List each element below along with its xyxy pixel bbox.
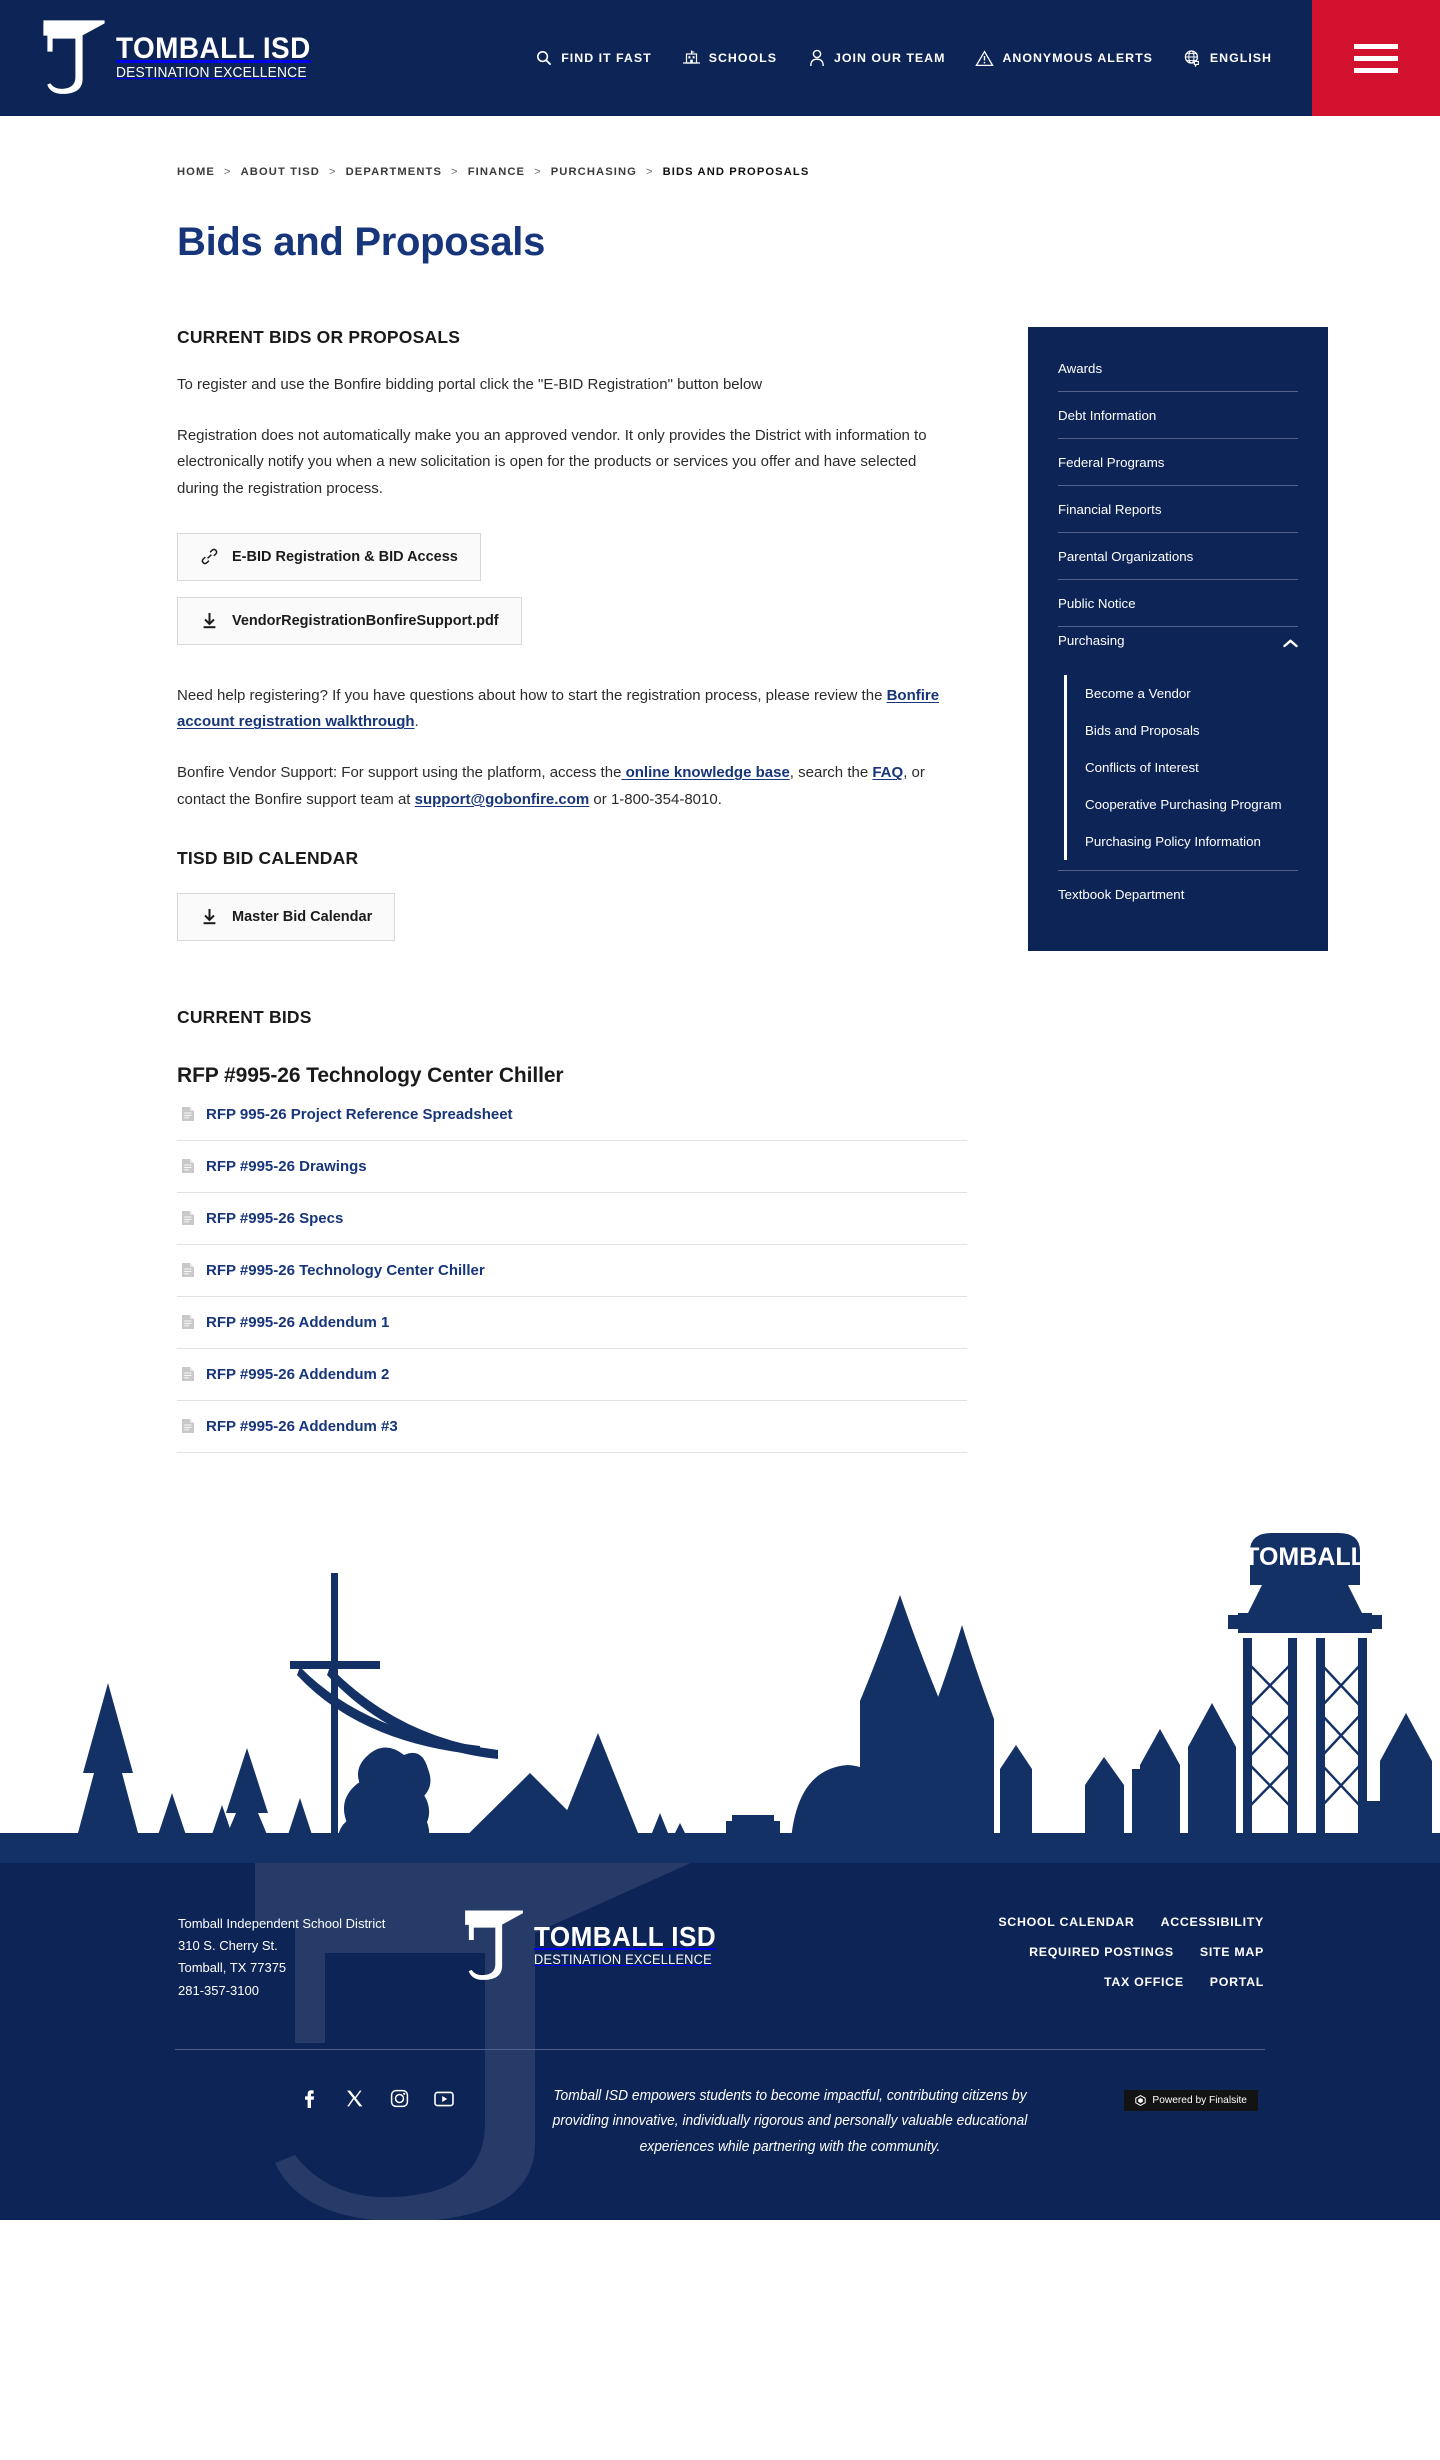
vendor-registration-pdf-button[interactable] — [177, 597, 522, 645]
nav-schools[interactable] — [682, 49, 777, 68]
breadcrumb-item-departments[interactable]: DEPARTMENTS — [345, 166, 443, 178]
sidebar-item-label: Textbook Department — [1058, 887, 1185, 902]
utility-nav — [325, 0, 1312, 116]
footer-links — [998, 1905, 1320, 2005]
button-label: Master Bid Calendar — [232, 908, 373, 925]
sidebar-item-purchasing[interactable] — [1058, 627, 1298, 663]
footer-logo-title: TOMBALL ISD — [534, 1921, 717, 1953]
address-phone: 281-357-3100 — [178, 1982, 259, 1998]
file-document-icon — [181, 1210, 195, 1226]
hamburger-bar — [1354, 44, 1398, 49]
address-line-3: Tomball, TX 77375 — [178, 1960, 287, 1976]
sidebar-item-label: Public Notice — [1058, 596, 1136, 611]
x-twitter-icon[interactable] — [343, 2088, 365, 2110]
button-label: VendorRegistrationBonfireSupport.pdf — [232, 612, 499, 629]
address-line-2: 310 S. Cherry St. — [178, 1937, 278, 1953]
powered-by-finalsite-badge[interactable] — [1124, 2090, 1258, 2111]
sidebar-item-federal-programs[interactable] — [1058, 439, 1298, 486]
paragraph-registration-disclaimer: Registration does not automatically make you an approved vendor. It only provides the District with information to electronically notify you when a new solicitation is open for the products or services you offer and have selected during the registration process. — [177, 426, 927, 498]
footer-link-portal[interactable]: PORTAL — [1209, 1974, 1264, 1989]
footer-links-row — [998, 1975, 1264, 1989]
document-row[interactable] — [177, 1245, 967, 1297]
breadcrumb-item-purchasing[interactable]: PURCHASING — [550, 166, 637, 178]
finalsite-label: Powered by Finalsite — [1152, 2094, 1247, 2106]
footer-link-tax-office[interactable]: TAX OFFICE — [1104, 1974, 1184, 1989]
site-footer — [0, 1863, 1440, 2221]
sidebar-panel — [1028, 327, 1328, 951]
sidebar-item-parental-organizations[interactable] — [1058, 533, 1298, 580]
sidebar-item-label: Purchasing — [1058, 633, 1125, 648]
button-label: E-BID Registration & BID Access — [232, 548, 458, 565]
breadcrumb-separator: > — [223, 166, 232, 178]
breadcrumb-item-about-tisd[interactable]: ABOUT TISD — [240, 166, 320, 178]
need-help-text-b: . — [414, 713, 419, 731]
nav-label: ENGLISH — [1209, 51, 1272, 65]
master-bid-calendar-button[interactable] — [177, 893, 395, 941]
search-icon — [534, 49, 553, 68]
nav-label: JOIN OUR TEAM — [834, 51, 946, 65]
footer-link-required-postings[interactable]: REQUIRED POSTINGS — [1029, 1944, 1174, 1959]
finalsite-logo-icon — [1135, 2095, 1146, 2106]
nav-label: ANONYMOUS ALERTS — [1002, 51, 1153, 65]
file-document-icon — [181, 1314, 195, 1330]
sidebar-subitem-purchasing-policy-information[interactable]: Purchasing Policy Information — [1085, 834, 1261, 849]
globe-icon — [1183, 49, 1202, 68]
footer-address-block — [120, 1905, 450, 2002]
vendor-support-text-d: or 1-800-354-8010. — [589, 790, 722, 808]
sidebar-item-financial-reports[interactable] — [1058, 486, 1298, 533]
sidebar-sublist-purchasing — [1064, 675, 1298, 860]
main-content — [177, 327, 967, 1453]
document-link[interactable]: RFP #995-26 Specs — [206, 1209, 344, 1227]
document-link[interactable]: RFP #995-26 Drawings — [206, 1157, 367, 1175]
paragraph-register-instructions: To register and use the Bonfire bidding portal click the "E-BID Registration" button below — [177, 376, 763, 393]
logo-tagline: DESTINATION EXCELLENCE — [116, 64, 307, 81]
vendor-support-text-a: Bonfire Vendor Support: For support using the platform, access the — [177, 764, 622, 782]
hamburger-bar — [1354, 56, 1398, 61]
tomball-t-logo-icon — [460, 1909, 528, 1983]
file-document-icon — [181, 1418, 195, 1434]
document-list — [177, 1104, 967, 1453]
chevron-up-icon[interactable] — [1283, 636, 1298, 645]
faq-link[interactable]: FAQ — [872, 764, 904, 782]
menu-hamburger-button[interactable] — [1312, 0, 1440, 116]
instagram-icon[interactable] — [388, 2088, 410, 2110]
section-navigation-sidebar — [1028, 327, 1328, 951]
file-document-icon — [181, 1262, 195, 1278]
document-row[interactable] — [177, 1297, 967, 1349]
warning-triangle-icon — [975, 49, 994, 68]
footer-link-site-map[interactable]: SITE MAP — [1199, 1944, 1264, 1959]
support-email-link[interactable]: support@gobonfire.com — [414, 790, 590, 808]
water-tower-label: TOMBALL — [1244, 1542, 1366, 1571]
sidebar-item-label: Awards — [1058, 361, 1103, 376]
document-link[interactable]: RFP 995-26 Project Reference Spreadsheet — [206, 1105, 513, 1123]
skyline-svg — [0, 1533, 1440, 1863]
nav-join-our-team[interactable] — [807, 49, 945, 68]
site-logo-link[interactable] — [0, 0, 325, 116]
sidebar-subitem-bids-and-proposals[interactable]: Bids and Proposals — [1085, 723, 1200, 738]
calendar-button-group — [177, 893, 967, 957]
document-link[interactable]: RFP #995-26 Addendum 1 — [206, 1313, 390, 1331]
sidebar-item-label: Federal Programs — [1058, 455, 1165, 470]
main-columns — [130, 265, 1310, 1453]
sidebar-subitem-become-a-vendor[interactable]: Become a Vendor — [1085, 686, 1191, 701]
footer-link-accessibility[interactable]: ACCESSIBILITY — [1160, 1914, 1264, 1929]
sidebar-item-debt-information[interactable] — [1058, 392, 1298, 439]
mission-statement: Tomball ISD empowers students to become impactful, contributing citizens by providing innovative, individually rigorous and personally valuable educational experiences while partnering with the community. — [552, 2087, 1028, 2155]
sidebar-subitem-conflicts-of-interest[interactable]: Conflicts of Interest — [1085, 760, 1199, 775]
footer-logo-tagline: DESTINATION EXCELLENCE — [534, 1951, 712, 1967]
breadcrumb — [130, 144, 1310, 178]
document-row[interactable] — [177, 1141, 967, 1193]
footer-links-row — [998, 1945, 1264, 1959]
document-link[interactable]: RFP #995-26 Addendum 2 — [206, 1365, 390, 1383]
sidebar-item-label: Parental Organizations — [1058, 549, 1194, 564]
nav-language-english[interactable] — [1183, 49, 1272, 68]
file-document-icon — [181, 1158, 195, 1174]
address-line-1: Tomball Independent School District — [178, 1915, 386, 1931]
document-row[interactable] — [177, 1193, 967, 1245]
paragraph-need-help — [177, 683, 962, 736]
file-document-icon — [181, 1106, 195, 1122]
footer-top-row — [120, 1863, 1320, 2005]
breadcrumb-separator: > — [328, 166, 337, 178]
document-link[interactable]: RFP #995-26 Addendum #3 — [206, 1417, 398, 1435]
sidebar-item-textbook-department[interactable] — [1058, 871, 1298, 917]
breadcrumb-separator: > — [451, 166, 459, 178]
tomball-skyline-illustration — [0, 1533, 1440, 1863]
sidebar-item-label: Financial Reports — [1058, 502, 1162, 517]
social-links — [120, 2084, 455, 2110]
footer-link-school-calendar[interactable]: SCHOOL CALENDAR — [998, 1914, 1135, 1929]
content-wrapper — [130, 116, 1310, 1453]
breadcrumb-current: BIDS AND PROPOSALS — [662, 166, 810, 178]
page-title: Bids and Proposals — [177, 220, 546, 264]
sidebar-group-purchasing — [1058, 627, 1298, 871]
page-body — [0, 116, 1440, 2220]
hamburger-bar — [1354, 68, 1398, 73]
download-icon — [200, 612, 218, 630]
person-icon — [807, 49, 826, 68]
breadcrumb-separator: > — [645, 166, 654, 178]
sidebar-item-awards[interactable] — [1058, 355, 1298, 392]
logo-title: TOMBALL ISD — [116, 32, 311, 66]
need-help-text-a: Need help registering? If you have questions about how to start the registration process, please review the — [177, 686, 887, 704]
nav-label: SCHOOLS — [708, 51, 777, 65]
breadcrumb-item-home[interactable]: HOME — [177, 166, 215, 178]
bid-group-title: RFP #995-26 Technology Center Chiller — [177, 1063, 564, 1087]
paragraph-vendor-support — [177, 760, 962, 813]
document-row[interactable] — [177, 1104, 967, 1141]
sidebar-subitem-cooperative-purchasing-program[interactable]: Cooperative Purchasing Program — [1085, 797, 1282, 812]
sidebar-item-public-notice[interactable] — [1058, 580, 1298, 627]
section-heading-current-bids-or-proposals: CURRENT BIDS OR PROPOSALS — [177, 327, 461, 347]
footer-bottom-row — [120, 2050, 1320, 2161]
footer-logo-link[interactable] — [460, 1909, 730, 1983]
section-heading-tisd-bid-calendar: TISD BID CALENDAR — [177, 847, 359, 868]
sidebar-item-label: Debt Information — [1058, 408, 1157, 423]
ebid-registration-button[interactable] — [177, 533, 481, 581]
bonfire-walkthrough-link[interactable]: Bonfire account registration walkthrough — [177, 686, 940, 731]
facebook-icon[interactable] — [298, 2088, 320, 2110]
school-building-icon — [682, 49, 701, 68]
vendor-support-text-c: , or contact the Bonfire support team at — [177, 764, 925, 808]
nav-find-it-fast[interactable] — [534, 49, 651, 68]
tomball-t-logo-icon — [38, 19, 110, 97]
knowledge-base-link[interactable]: online knowledge base — [621, 764, 790, 782]
breadcrumb-separator: > — [534, 166, 542, 178]
youtube-icon[interactable] — [433, 2088, 455, 2110]
vendor-support-text-b: , search the — [789, 764, 873, 782]
nav-anonymous-alerts[interactable] — [975, 49, 1152, 68]
document-row[interactable] — [177, 1349, 967, 1401]
nav-label: FIND IT FAST — [561, 51, 652, 65]
breadcrumb-item-finance[interactable]: FINANCE — [467, 166, 526, 178]
document-row[interactable] — [177, 1401, 967, 1453]
download-icon — [200, 908, 218, 926]
section-heading-current-bids: CURRENT BIDS — [177, 1006, 312, 1027]
site-header — [0, 0, 1440, 116]
file-document-icon — [181, 1366, 195, 1382]
document-button-group — [177, 533, 967, 661]
link-chain-icon — [200, 548, 218, 566]
document-link[interactable]: RFP #995-26 Technology Center Chiller — [206, 1261, 485, 1279]
footer-links-row — [998, 1915, 1264, 1929]
